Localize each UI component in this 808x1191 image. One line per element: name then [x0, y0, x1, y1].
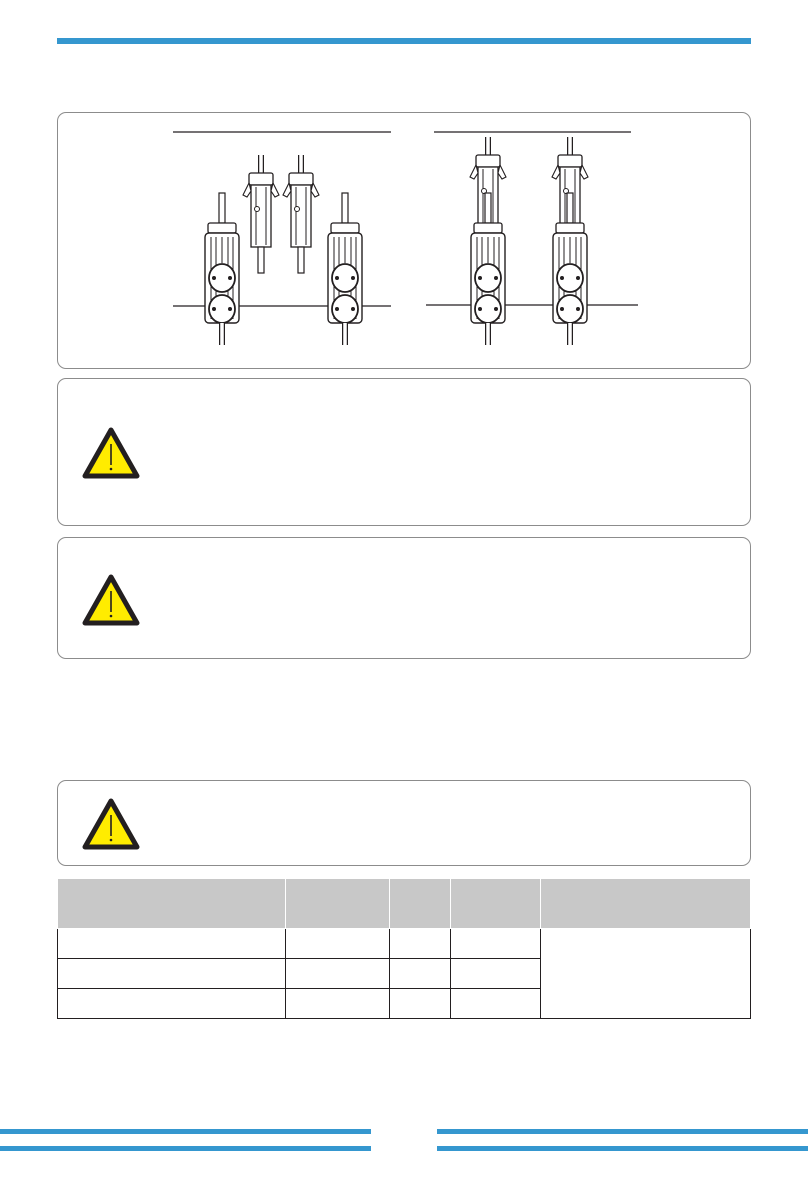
table-row	[58, 929, 751, 959]
warning-triangle-icon	[82, 427, 140, 479]
connector-diagram-panel	[57, 112, 751, 369]
table-cell	[58, 989, 286, 1019]
table-cell	[451, 929, 541, 959]
table-cell	[451, 989, 541, 1019]
table-header-row	[58, 879, 751, 929]
table-merged-cell	[541, 929, 751, 1019]
table-cell	[390, 959, 451, 989]
table-cell	[390, 929, 451, 959]
table-cell	[390, 989, 451, 1019]
table-header-cell	[451, 879, 541, 929]
table-header-cell	[390, 879, 451, 929]
table-cell	[285, 989, 390, 1019]
table-header-cell	[285, 879, 390, 929]
table-cell	[285, 929, 390, 959]
spec-table	[57, 878, 751, 1019]
footer-bar-right-bottom	[437, 1146, 808, 1151]
footer-bar-right-top	[437, 1129, 808, 1134]
connector-illustration	[58, 113, 752, 370]
table-cell	[58, 959, 286, 989]
footer-bar-left-top	[0, 1129, 371, 1134]
table-cell	[285, 959, 390, 989]
warning-box-1	[57, 378, 751, 526]
warning-box-3	[57, 780, 751, 866]
header-accent-bar	[57, 38, 751, 44]
footer-bar-left-bottom	[0, 1146, 371, 1151]
warning-triangle-icon	[82, 798, 140, 850]
table-header-cell	[58, 879, 286, 929]
table-cell	[58, 929, 286, 959]
warning-triangle-icon	[82, 574, 140, 626]
table-header-cell	[541, 879, 751, 929]
warning-box-2	[57, 537, 751, 659]
table-cell	[451, 959, 541, 989]
